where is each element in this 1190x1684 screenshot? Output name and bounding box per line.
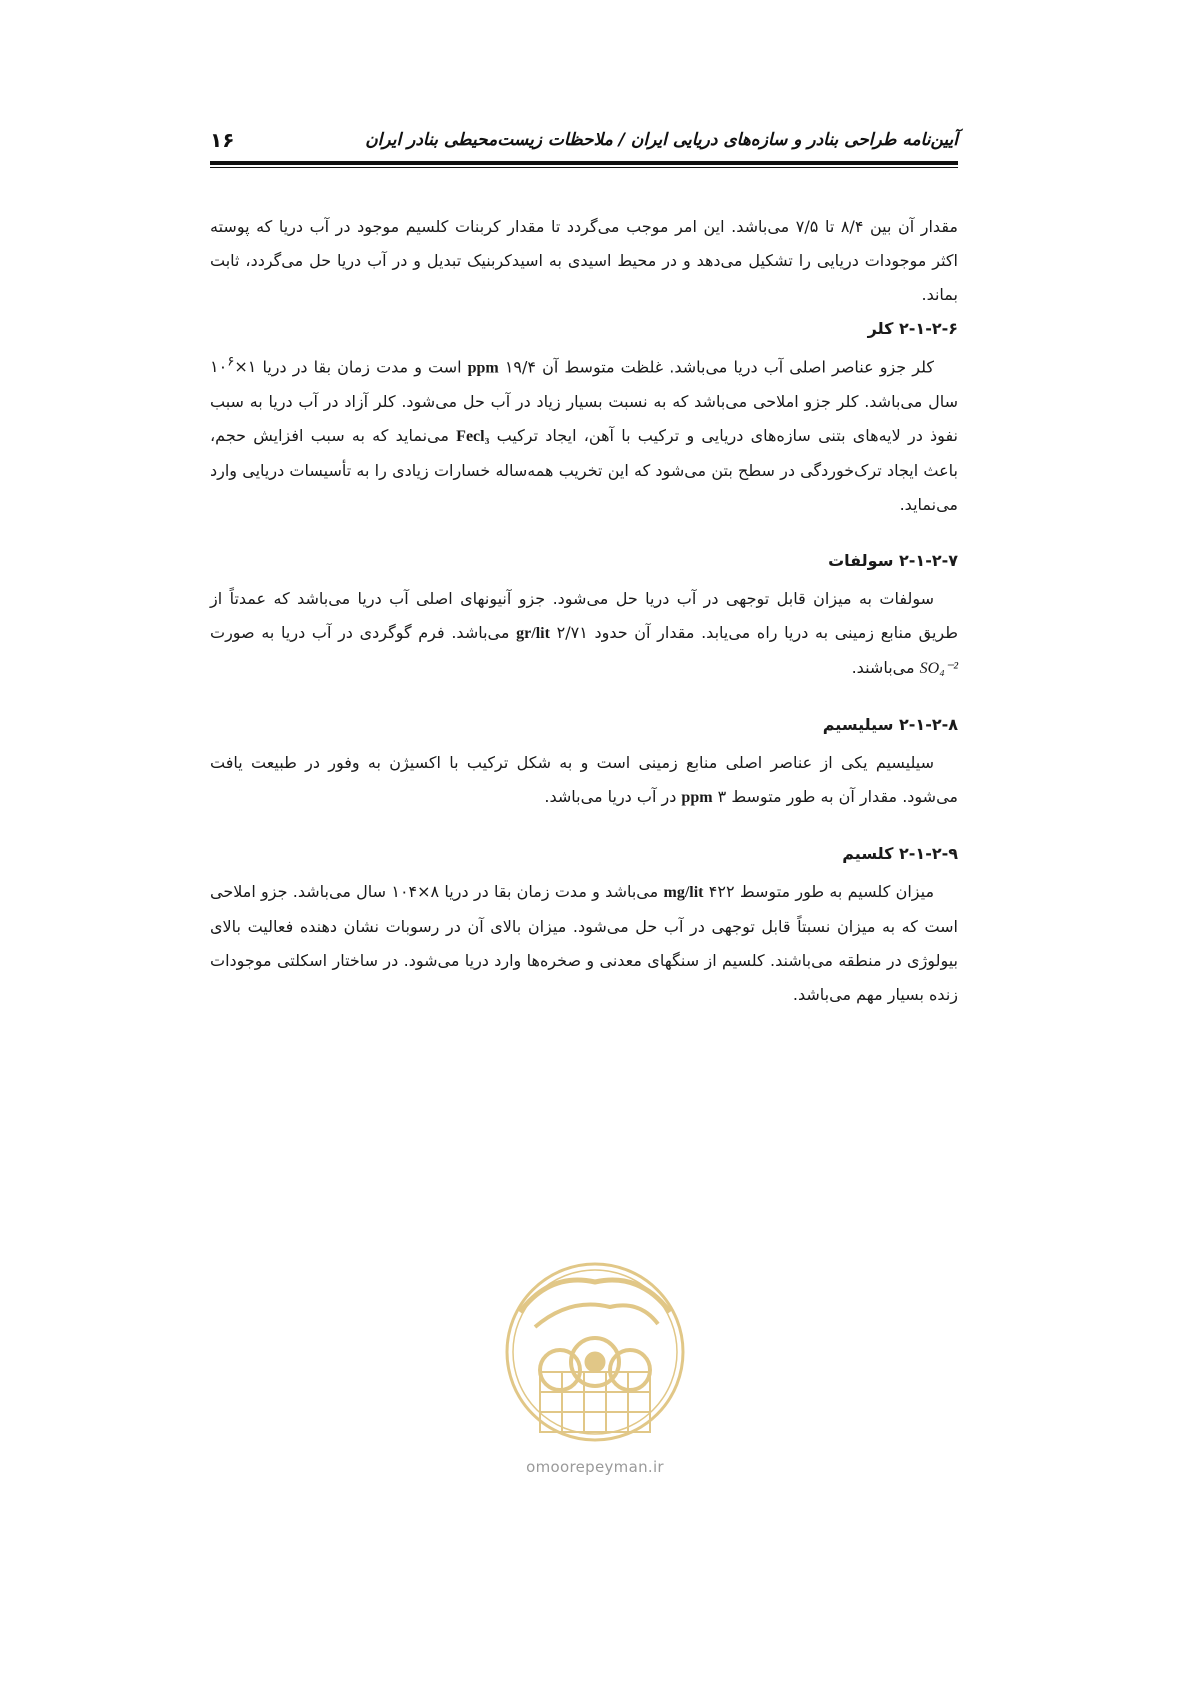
chlorine-formula: Fecl₃ xyxy=(456,428,490,446)
section-heading-chlorine: ۲-۱-۲-۶ کلر xyxy=(867,319,958,338)
sulfate-text-c: می‌باشند. xyxy=(851,658,915,678)
silicon-unit: ppm xyxy=(681,789,713,807)
chlorine-lifetime-exp: ۶ xyxy=(227,355,235,370)
chlorine-text-c: سال می‌باشد. کلر جزو املاحی می‌باشد که به نسبت بسیار زیاد در آب حل می‌شود. کلر آزاد در آب دریا به سبب نفوذ در لایه‌های بتنی سازه‌های دریایی و ترکیب با آهن، ایجاد ترکیب xyxy=(210,392,958,446)
section-heading-sulfate: ۲-۱-۲-۷ سولفات xyxy=(828,551,958,571)
chlorine-text-b: ۱۹/۴ است و مدت زمان بقا در دریا xyxy=(262,357,536,377)
section-heading-silicon: ۲-۱-۲-۸ سیلیسیم xyxy=(822,715,958,735)
chlorine-text-d: می‌نماید که به سبب افزایش حجم، باعث ایجاد ترک‌خوردگی در سطح بتن می‌شود که این تخریب همه‌ساله خسارات زیادی را به تأسیسات دریایی وارد می‌نماید. xyxy=(210,426,958,515)
sulfate-text-a: سولفات به میزان قابل توجهی در آب دریا حل می‌شود. جزو آنیونهای اصلی آب دریا می‌باشد که عمدتاً از طریق منابع زمینی به دریا راه می‌یابد. مقدار آن حدود xyxy=(210,589,958,643)
silicon-paragraph xyxy=(210,746,958,815)
sulfate-unit: gr/lit xyxy=(516,625,550,643)
silicon-text-b: ۳ در آب دریا می‌باشد. xyxy=(544,787,727,807)
body-text xyxy=(210,210,958,1012)
header-rule-thick xyxy=(210,161,958,165)
sulfate-text-b: ۲/۷۱ می‌باشد. فرم گوگردی در آب دریا به صورت xyxy=(210,623,588,643)
section-heading-calcium: ۲-۱-۲-۹ کلسیم xyxy=(842,844,958,864)
intro-paragraph: مقدار آن بین ۸/۴ تا ۷/۵ می‌باشد. این امر موجب می‌گردد تا مقدار کربنات کلسیم موجود در آب دریا که پوسته اکثر موجودات دریایی را تشکیل می‌دهد و در محیط اسیدی به اسیدکربنیک تبدیل و در آب دریا حل می‌گردد، ثابت بماند. xyxy=(210,217,958,304)
calcium-text-a: میزان کلسیم به طور متوسط xyxy=(739,882,935,902)
watermark-logo xyxy=(480,1252,710,1452)
watermark-seal-icon xyxy=(480,1252,710,1452)
page-header xyxy=(210,122,958,162)
watermark-site: omoorepeyman.ir xyxy=(526,1458,664,1476)
chlorine-text-a: کلر جزو عناصر اصلی آب دریا می‌باشد. غلظت متوسط آن xyxy=(542,357,934,377)
silicon-text-a: سیلیسیم یکی از عناصر اصلی منابع زمینی است و به شکل ترکیب با اکسیژن به وفور در طبیعت یافت می‌شود. مقدار آن به طور متوسط xyxy=(210,753,958,807)
header-rule-thin xyxy=(210,167,958,168)
sulfate-formula: SO₄⁻² xyxy=(919,660,958,678)
chlorine-paragraph xyxy=(210,346,958,522)
calcium-unit: mg/lit xyxy=(663,884,704,902)
chlorine-lifetime-base: ۱×۱۰ xyxy=(210,357,257,377)
chlorine-lifetime xyxy=(210,357,256,376)
running-title: آیین‌نامه طراحی بنادر و سازه‌های دریایی ایران / ملاحظات زیست‌محیطی بنادر ایران xyxy=(365,130,958,150)
sulfate-paragraph xyxy=(210,582,958,686)
page-number: ۱۶ xyxy=(210,128,235,152)
chlorine-unit: ppm xyxy=(467,359,499,377)
calcium-paragraph xyxy=(210,875,958,1012)
calcium-text-b: ۴۲۲ می‌باشد و مدت زمان بقا در دریا ۸×۱۰۴ سال می‌باشد. جزو املاحی است که به میزان نسبتاً قابل توجهی در آب حل می‌شود. میزان بالای آن در رسوبات نشان دهنده فعالیت بالای بیولوژی در منطقه می‌باشند. کلسیم از سنگهای معدنی و صخره‌ها وارد دریا می‌شود. در ساختار اسکلتی موجودات زنده بسیار مهم می‌باشد. xyxy=(210,882,958,1005)
